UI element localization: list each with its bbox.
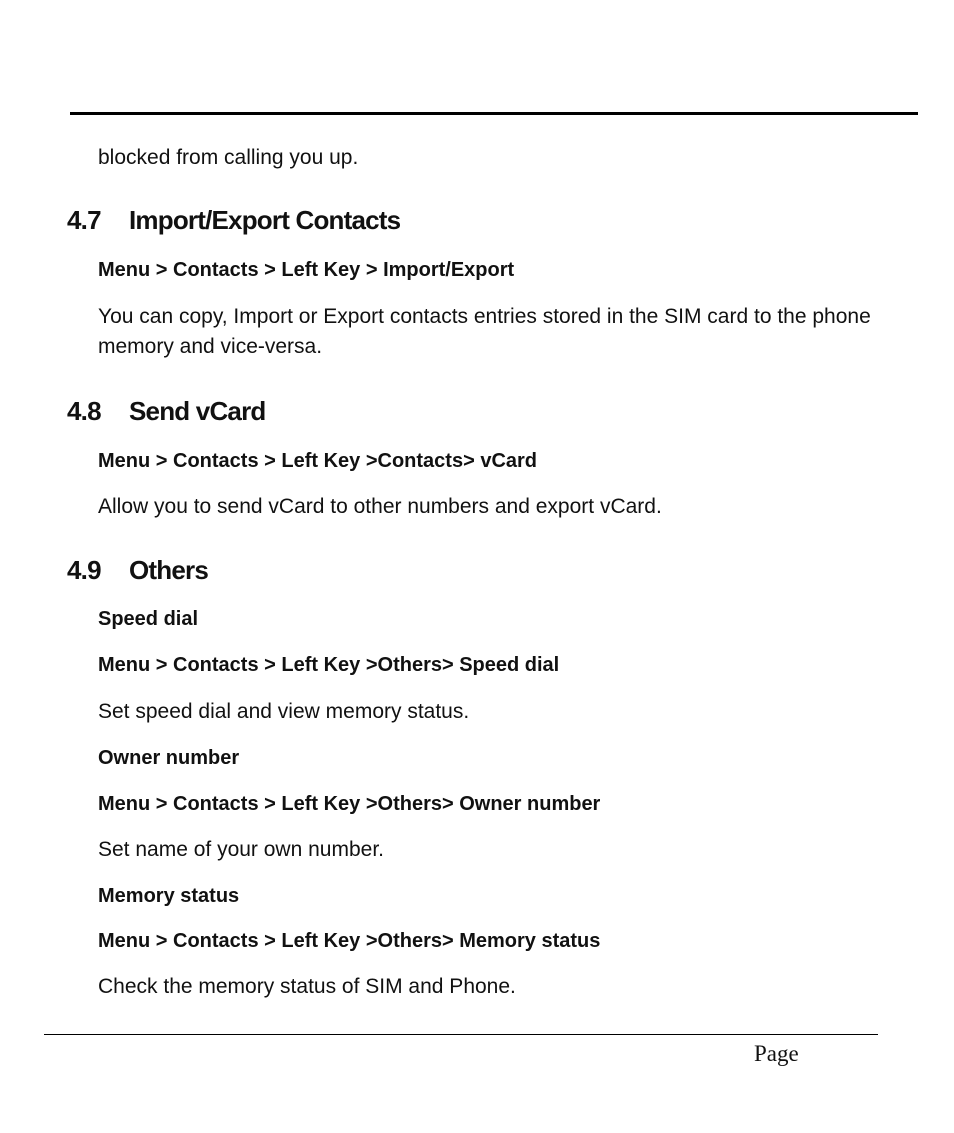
section-number: 4.8 [67,396,101,426]
section-number: 4.9 [67,555,101,585]
body-owner-number: Set name of your own number. [98,838,384,861]
section-title: Others [129,555,209,585]
menu-path-vcard: Menu > Contacts > Left Key >Contacts> vCard [98,450,538,472]
footer-page-label: Page [754,1041,799,1066]
body-speed-dial: Set speed dial and view memory status. [98,700,470,723]
section-heading-4-7 [67,203,400,237]
menu-path-memory-status: Menu > Contacts > Left Key >Others> Memory status [98,930,601,952]
menu-path-owner-number: Menu > Contacts > Left Key >Others> Owner number [98,793,601,815]
continuation-text: blocked from calling you up. [98,146,359,169]
footer-rule [44,1034,878,1035]
section-title: Import/Export Contacts [129,205,401,235]
menu-path-import-export: Menu > Contacts > Left Key > Import/Export [98,259,515,281]
section-heading-4-9 [67,553,208,587]
subheading-speed-dial: Speed dial [98,608,199,630]
subheading-memory-status: Memory status [98,885,240,907]
menu-path-speed-dial: Menu > Contacts > Left Key >Others> Speed dial [98,654,560,676]
header-rule [70,112,918,115]
section-body-4-8: Allow you to send vCard to other numbers and export vCard. [98,495,662,518]
section-heading-4-8 [67,394,266,428]
section-body-4-7: You can copy, Import or Export contacts entries stored in the SIM card to the phone memory and vice-versa. [98,305,871,358]
section-number: 4.7 [67,205,101,235]
body-memory-status: Check the memory status of SIM and Phone. [98,975,516,998]
section-title: Send vCard [129,396,266,426]
subheading-owner-number: Owner number [98,747,240,769]
